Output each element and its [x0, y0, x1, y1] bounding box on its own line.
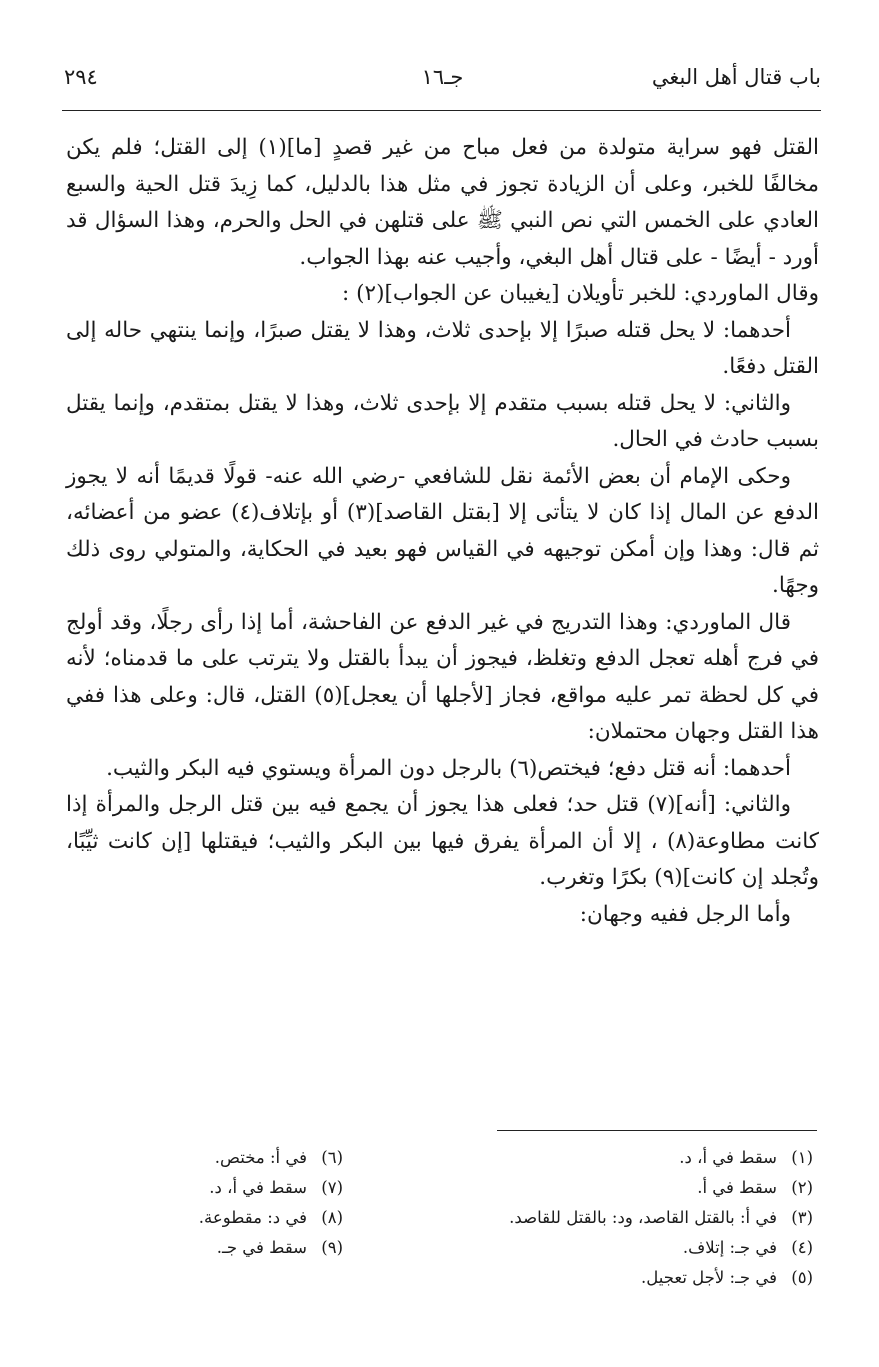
page-number: ٢٩٤ — [64, 65, 98, 89]
paragraph: القتل فهو سراية متولدة من فعل مباح من غير قصدٍ [ما](١) إلى القتل؛ فلم يكن مخالفًا للخبر، وعلى أن الزيادة تجوز في مثل هذا بالدليل، كما زِيدَ قتل الحية والسبع العادي على الخمس التي نص النبي ﷺ على قتلهن في الحل والحرم، وهذا السؤال قد أورد - أيضًا - على قتال أهل البغي، وأجيب عنه بهذا الجواب. — [66, 135, 820, 270]
footnotes — [66, 1143, 813, 1313]
volume-label: جـ١٦ — [421, 65, 464, 89]
footnotes-column-left — [63, 1143, 343, 1263]
footnote-number: (١) — [791, 1148, 813, 1167]
footnote — [63, 1143, 343, 1173]
footnote-number: (٨) — [321, 1208, 343, 1227]
footnote-text: في د: مقطوعة. — [198, 1208, 307, 1227]
footnote-number: (٦) — [321, 1148, 343, 1167]
footnote — [433, 1143, 813, 1173]
footnote-text: في أ: مختص. — [214, 1148, 307, 1167]
footnote-number: (٣) — [791, 1208, 813, 1227]
chapter-title: باب قتال أهل البغي — [651, 65, 821, 89]
footnote-text: في جـ: لأجل تعجيل. — [641, 1268, 777, 1287]
footnote — [433, 1233, 813, 1263]
footnote-number: (٩) — [321, 1238, 343, 1257]
footnote-number: (٧) — [321, 1178, 343, 1197]
footnotes-column-right — [433, 1143, 813, 1293]
footnote-text: سقط في جـ. — [216, 1238, 307, 1257]
paragraph: وحكى الإمام أن بعض الأئمة نقل للشافعي -رضي الله عنه- قولًا قديمًا أنه لا يجوز الدفع عن المال إذا كان لا يتأتى إلا [بقتل القاصد](٣) أو بإتلاف(٤) عضو من أعضائه، ثم قال: وهذا وإن أمكن توجيهه في القياس فهو بعيد في الحكاية، والمتولي روى ذلك وجهًا. — [66, 463, 819, 598]
footnote — [63, 1203, 343, 1233]
footnote — [63, 1233, 343, 1263]
paragraph: وقال الماوردي: للخبر تأويلان [يغيبان عن الجواب](٢) : — [342, 281, 819, 306]
paragraph: والثاني: [أنه](٧) قتل حد؛ فعلى هذا يجوز أن يجمع فيه بين قتل الرجل والمرأة إذا كانت مطاوعة(٨) ، إلا أن المرأة يفرق فيها بين البكر والثيب؛ فيقتلها [إن كانت ثيِّبًا، وتُجلد إن كانت](٩) بكرًا وتغرب. — [66, 792, 819, 890]
footnote-text: في جـ: إتلاف. — [682, 1238, 777, 1257]
footnote-text: سقط في أ، د. — [209, 1178, 307, 1197]
footnote-text: في أ: بالقتل القاصد، ود: بالقتل للقاصد. — [509, 1208, 777, 1227]
footnote-number: (٥) — [791, 1268, 813, 1287]
paragraph: قال الماوردي: وهذا التدريج في غير الدفع عن الفاحشة، أما إذا رأى رجلًا، وقد أولج في فرج أهله تعجل الدفع وتغلظ، فيجوز أن يبدأ بالقتل ولا يترتب على ما قدمناه؛ لأنه في كل لحظة تمر عليه مواقع، فجاز [لأجلها أن يعجل](٥) القتل، قال: وعلى هذا ففي هذا القتل وجهان محتملان: — [66, 609, 819, 744]
footnote-rule — [497, 1130, 817, 1131]
footnote-number: (٢) — [791, 1178, 813, 1197]
header-rule — [62, 110, 821, 111]
footnote — [433, 1203, 813, 1233]
footnote — [63, 1173, 343, 1203]
footnote-text: سقط في أ، د. — [679, 1148, 777, 1167]
footnote — [433, 1173, 813, 1203]
footnote — [433, 1263, 813, 1293]
paragraph: والثاني: لا يحل قتله بسبب متقدم إلا بإحدى ثلاث، وهذا لا يقتل بمتقدم، وإنما يقتل بسبب حادث في الحال. — [66, 390, 819, 452]
footnote-text: سقط في أ. — [697, 1178, 777, 1197]
paragraph: وأما الرجل ففيه وجهان: — [579, 901, 791, 927]
main-text — [66, 130, 819, 933]
footnote-number: (٤) — [791, 1238, 813, 1257]
paragraph: أحدهما: لا يحل قتله صبرًا إلا بإحدى ثلاث، وهذا لا يقتل صبرًا، وإنما ينتهي حاله إلى القتل دفعًا. — [66, 317, 819, 379]
running-header — [64, 62, 821, 98]
paragraph: أحدهما: أنه قتل دفع؛ فيختص(٦) بالرجل دون المرأة ويستوي فيه البكر والثيب. — [106, 755, 791, 781]
